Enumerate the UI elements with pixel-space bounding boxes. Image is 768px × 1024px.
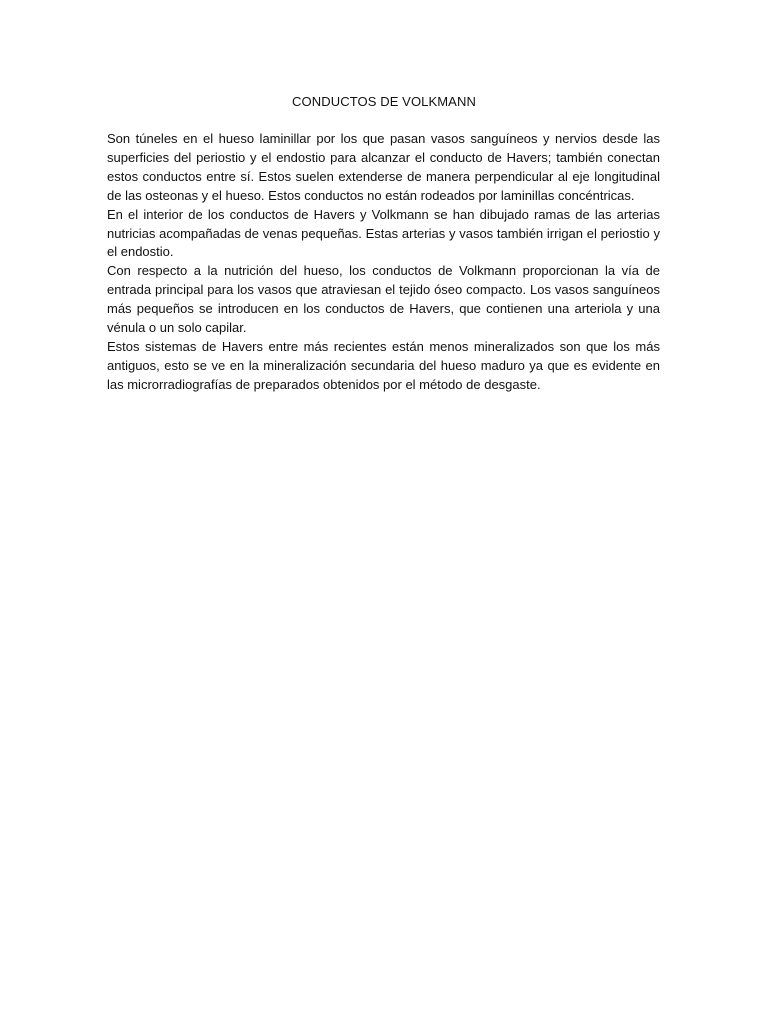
paragraph-3: Con respecto a la nutrición del hueso, los conductos de Volkmann proporcionan la vía de entrada principal para los vasos que atraviesan el tejido óseo compacto. Los vasos sanguíneos más pequeños se introducen en los conductos de Havers, que contienen una arteriola y una vénula o un solo capilar. [107, 263, 660, 336]
paragraph-2: En el interior de los conductos de Havers y Volkmann se han dibujado ramas de las arterias nutricias acompañadas de venas pequeñas. Estas arterias y vasos también irrigan el periostio y el endostio. [107, 206, 660, 260]
paragraph-1: Son túneles en el hueso laminillar por los que pasan vasos sanguíneos y nervios desde las superficies del periostio y el endostio para alcanzar el conducto de Havers; también conectan estos conductos entre sí. Estos suelen extenderse de manera perpendicular al eje longitudinal de las osteonas y el hueso. Estos conductos no están rodeados por laminillas concéntricas. [107, 131, 660, 203]
document-title: CONDUCTOS DE VOLKMANN [292, 94, 476, 109]
paragraph-4: Estos sistemas de Havers entre más recientes están menos mineralizados son que los más antiguos, esto se ve en la mineralización secundaria del hueso maduro ya que es evidente en las microrradiografías de preparados obtenidos por el método de desgaste. [107, 338, 660, 392]
document-body [107, 130, 660, 395]
